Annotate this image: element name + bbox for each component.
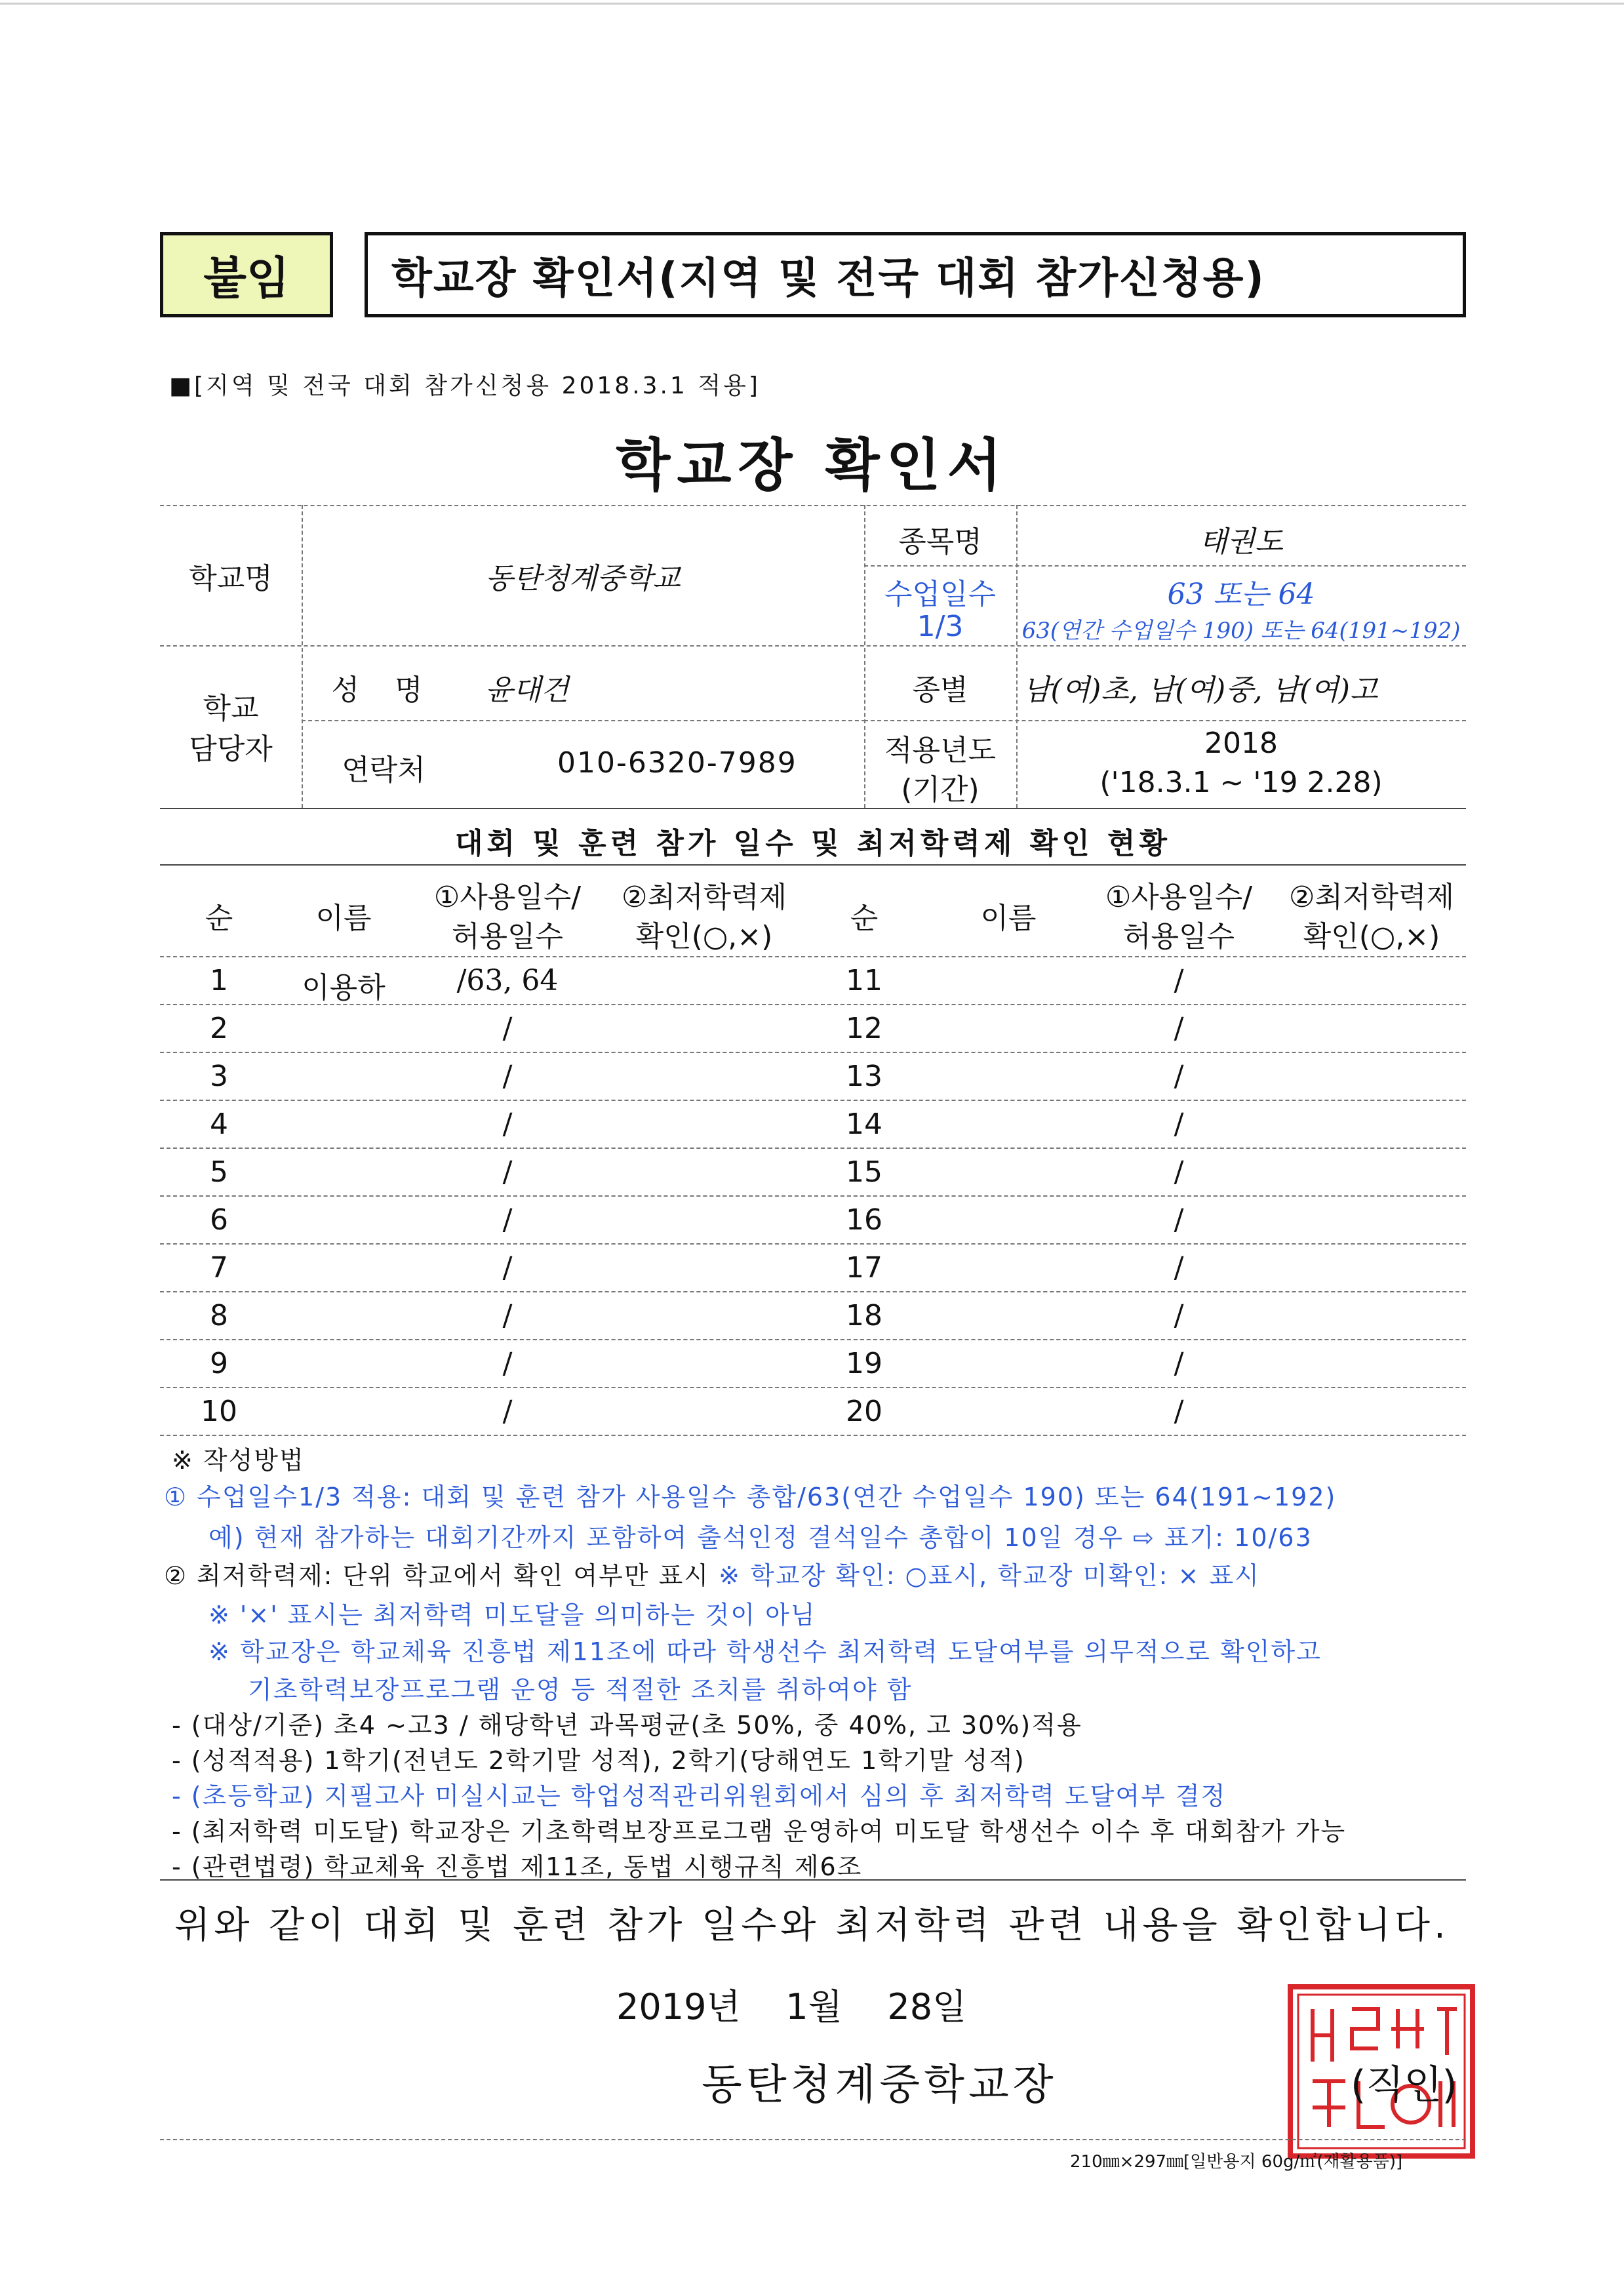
status-row-line [160,1387,1466,1388]
status-right-cell-days: / [1174,1108,1184,1141]
sport-label: 종목명 [898,525,982,559]
status-row-line [160,1004,1466,1005]
status-row-line [160,1435,1466,1436]
right-header-days-1: ①사용일수/ [1105,881,1253,914]
notes-heading: ※ 작성방법 [172,1446,305,1475]
status-left-cell-num: 8 [210,1299,228,1332]
gender-value: 남(여)초, 남(여)중, 남(여)고 [1023,673,1378,707]
status-right-cell-num: 18 [846,1299,882,1332]
status-right-cell-num: 16 [846,1203,882,1237]
info-line-sport [864,565,1466,567]
note-list-2: - (성적적용) 1학기(전년도 2학기말 성적), 2학기(당해연도 1학기말 성적) [172,1746,1025,1775]
status-title: 대회 및 훈련 참가 일수 및 최저학력제 확인 현황 [454,827,1172,860]
sport-value: 태권도 [1199,525,1283,559]
status-row-line [160,1148,1466,1149]
name-value: 윤대건 [485,673,569,707]
status-right-cell-num: 11 [846,964,882,997]
confirm-statement: 위와 같이 대회 및 훈련 참가 일수와 최저학력 관련 내용을 확인합니다. [174,1904,1450,1947]
status-left-cell-num: 7 [210,1251,228,1285]
info-line-school [160,645,1466,647]
note-list-4: - (최저학력 미도달) 학교장은 기초학력보장프로그램 운영하여 미도달 학생선수 이수 후 대회참가 가능 [172,1817,1347,1846]
note-2a-blue: ※ 학교장 확인: ○표시, 학교장 미확인: × 표시 [719,1561,1260,1590]
manager-label-2: 담당자 [189,732,273,766]
seal-label: (직인) [1351,2062,1457,2108]
status-row-line [160,1339,1466,1340]
period-value: ('18.3.1 ~ '19 2.28) [1099,766,1383,799]
name-label: 성 명 [331,673,436,707]
status-right-cell-days: / [1174,1395,1184,1428]
status-left-cell-name: 이용하 [302,971,386,1005]
status-left-cell-days: / [502,1251,513,1285]
status-right-cell-days: / [1174,964,1184,997]
note-1b: 예) 현재 참가하는 대회기간까지 포함하여 출석인정 결석일수 총합이 10일 경우 ⇨ 표기: 10/63 [208,1523,1313,1552]
notes-bottom-line [160,1879,1466,1881]
left-header-check-1: ②최저학력제 [622,881,787,914]
note-list-3: - (초등학교) 지필고사 미실시교는 학업성적관리위원회에서 심의 후 최저학력 도달여부 결정 [172,1782,1227,1810]
school-value: 동탄청계중학교 [485,562,681,595]
note-list-1: - (대상/기준) 초4 ~고3 / 해당학년 과목평균(초 50%, 중 40%, 고 30%)적용 [172,1711,1082,1740]
status-left-cell-num: 9 [210,1347,228,1380]
note-2a [164,1555,1260,1591]
status-right-cell-num: 19 [846,1347,882,1380]
status-right-cell-num: 12 [846,1012,882,1045]
info-line-name [302,720,865,721]
footer-line [160,2139,1466,2140]
status-row-line [160,1291,1466,1292]
attachment-tag: 붙임 [160,232,333,317]
document-header-title: 학교장 확인서(지역 및 전국 대회 참가신청용) [365,232,1466,317]
school-label: 학교명 [189,562,273,595]
note-list-5: - (관련법령) 학교체육 진흥법 제11조, 동법 시행규칙 제6조 [172,1852,863,1881]
paper-spec-note: 210㎜×297㎜[일반용지 60g/㎡(재활용품)] [1070,2152,1403,2172]
status-right-cell-num: 17 [846,1251,882,1285]
status-right-cell-num: 13 [846,1060,882,1093]
status-left-cell-num: 4 [210,1108,228,1141]
status-left-cell-num: 3 [210,1060,228,1093]
gender-label: 종별 [912,673,968,707]
note-2d: 기초학력보장프로그램 운영 등 적절한 조치를 취하여야 함 [248,1675,913,1704]
status-left-cell-days: / [502,1347,513,1380]
days-label-2: 1/3 [917,610,964,643]
note-2a-black: ② 최저학력제: 단위 학교에서 확인 여부만 표시 [164,1561,719,1590]
status-top-line [160,864,1466,866]
status-left-cell-num: 5 [210,1155,228,1189]
status-right-cell-days: / [1174,1203,1184,1237]
contact-label: 연락처 [342,753,426,787]
status-right-cell-days: / [1174,1060,1184,1093]
year-value: 2018 [1204,727,1278,760]
year-label-2: (기간) [901,773,980,807]
contact-value: 010-6320-7989 [557,746,797,780]
page-title: 학교장 확인서 [616,433,1008,498]
days-value-2: 63(연간 수업일수 190) 또는 64(191~192) [1021,618,1461,644]
status-row-line [160,1195,1466,1197]
right-header-check-1: ②최저학력제 [1289,881,1454,914]
status-left-cell-num: 1 [210,964,228,997]
status-right-cell-days: / [1174,1251,1184,1285]
left-header-num: 순 [205,902,233,935]
note-2b: ※ '×' 표시는 최저학력 미도달을 의미하는 것이 아님 [208,1601,816,1629]
issue-date: 2019년 1월 28일 [616,1986,967,2027]
right-header-check-2: 확인(○,×) [1303,920,1440,953]
status-left-cell-num: 2 [210,1012,228,1045]
status-left-cell-days: /63, 64 [456,964,559,997]
days-label-1: 수업일수 [884,578,996,611]
note-2c: ※ 학교장은 학교체육 진흥법 제11조에 따라 학생선수 최저학력 도달여부를 의무적으로 확인하고 [208,1637,1322,1666]
info-top-line [160,505,1466,506]
left-header-check-2: 확인(○,×) [635,920,773,953]
status-header-line [160,956,1466,957]
right-header-name: 이름 [980,902,1037,935]
status-right-cell-days: / [1174,1299,1184,1332]
manager-label-1: 학교 [203,692,259,725]
left-header-days-1: ①사용일수/ [433,881,582,914]
info-bottom-line [160,808,1466,809]
left-header-name: 이름 [315,902,372,935]
info-line-gender [864,720,1466,721]
status-right-cell-days: / [1174,1012,1184,1045]
scan-edge-line [0,3,1624,5]
status-left-cell-days: / [502,1108,513,1141]
status-right-cell-num: 14 [846,1108,882,1141]
status-left-cell-days: / [502,1395,513,1428]
year-label-1: 적용년도 [884,734,996,767]
right-header-days-2: 허용일수 [1122,920,1235,953]
status-left-cell-num: 6 [210,1203,228,1237]
status-left-cell-num: 10 [201,1395,237,1428]
status-left-cell-days: / [502,1012,513,1045]
apply-note: ■[지역 및 전국 대회 참가신청용 2018.3.1 적용] [169,372,761,399]
status-left-cell-days: / [502,1299,513,1332]
status-row-line [160,1243,1466,1245]
right-header-num: 순 [850,902,879,935]
status-left-cell-days: / [502,1203,513,1237]
status-right-cell-days: / [1174,1347,1184,1380]
status-row-line [160,1052,1466,1053]
status-right-cell-num: 15 [846,1155,882,1189]
status-right-cell-days: / [1174,1155,1184,1189]
left-header-days-2: 허용일수 [451,920,563,953]
status-left-cell-days: / [502,1060,513,1093]
status-row-line [160,1100,1466,1101]
status-right-cell-num: 20 [846,1395,882,1428]
status-left-cell-days: / [502,1155,513,1189]
days-value-1: 63 또는 64 [1167,578,1315,611]
note-1a: ① 수업일수1/3 적용: 대회 및 훈련 참가 사용일수 총합/63(연간 수업일수 190) 또는 64(191~192) [164,1483,1337,1511]
principal-name: 동탄청계중학교장 [702,2061,1058,2109]
